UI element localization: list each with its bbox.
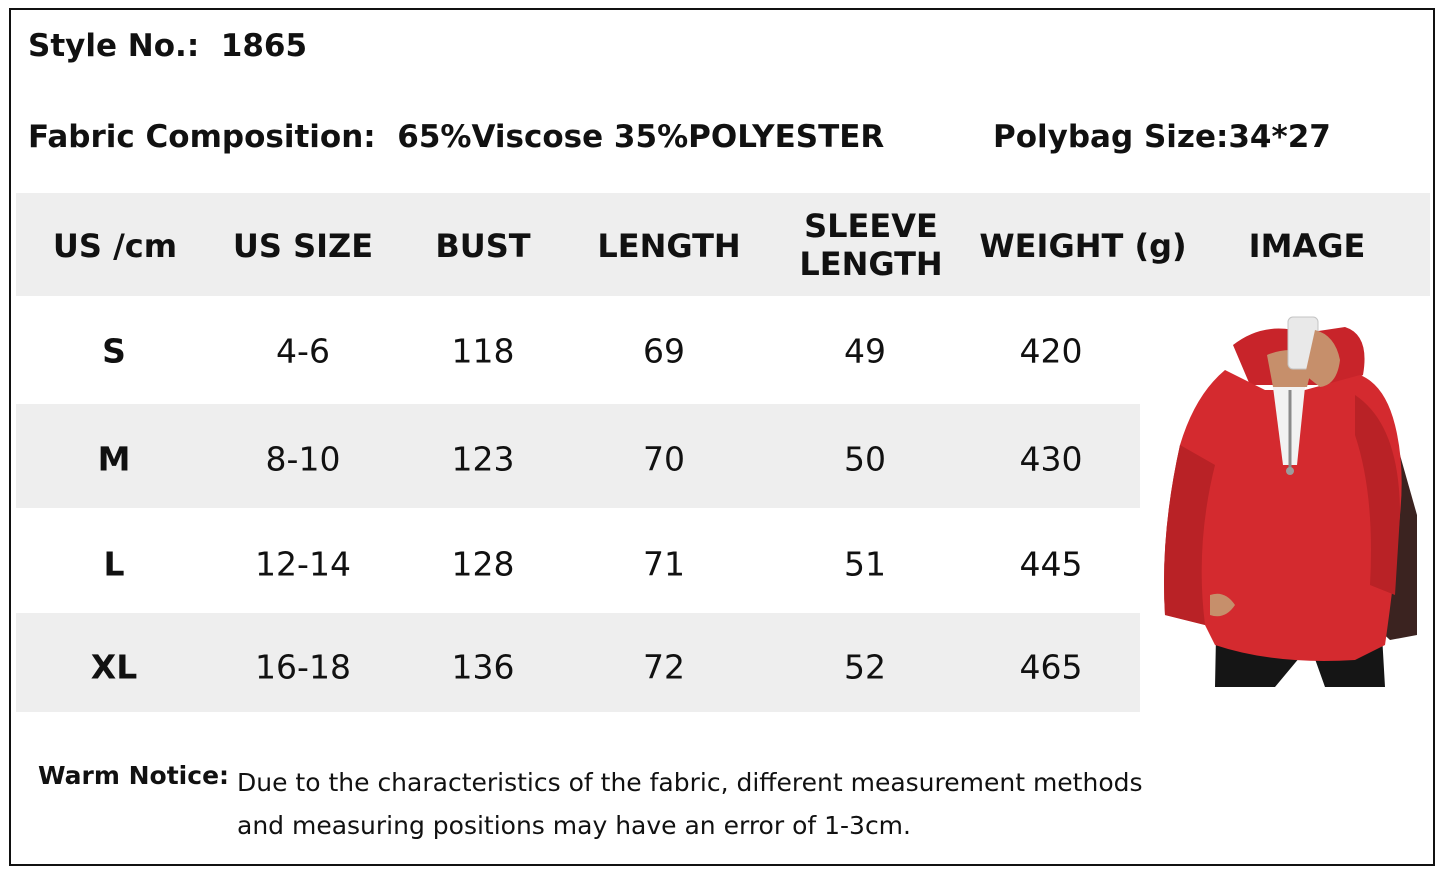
col-header-us-size: US SIZE	[232, 227, 374, 265]
col-header-length: LENGTH	[597, 227, 741, 265]
cell-bust: 136	[451, 647, 515, 687]
cell-size-label: XL	[90, 647, 138, 687]
cell-us-size: 16-18	[255, 647, 351, 687]
cell-length: 69	[643, 331, 685, 371]
cell-bust: 123	[451, 439, 515, 479]
cell-us-size: 4-6	[276, 331, 330, 371]
cell-sleeve-length: 51	[844, 544, 886, 584]
fabric-composition: Fabric Composition: 65%Viscose 35%POLYESTER	[28, 119, 885, 155]
col-header-sleeve-line1: SLEEVE	[804, 207, 938, 245]
style-number: Style No.: 1865	[28, 28, 308, 64]
cell-size-label: L	[103, 544, 125, 584]
col-header-weight: WEIGHT (g)	[979, 227, 1187, 265]
cell-length: 70	[643, 439, 685, 479]
cell-us-size: 8-10	[265, 439, 341, 479]
cell-us-size: 12-14	[255, 544, 351, 584]
cell-weight: 430	[1019, 439, 1083, 479]
cell-weight: 465	[1019, 647, 1083, 687]
polybag-size: Polybag Size:34*27	[993, 119, 1331, 155]
cell-sleeve-length: 50	[844, 439, 886, 479]
cell-size-label: M	[97, 439, 131, 479]
cell-length: 72	[643, 647, 685, 687]
cell-sleeve-length: 52	[844, 647, 886, 687]
cell-weight: 420	[1019, 331, 1083, 371]
cell-weight: 445	[1019, 544, 1083, 584]
cell-bust: 118	[451, 331, 515, 371]
row-band-xl	[16, 613, 1140, 712]
col-header-sleeve-length	[799, 207, 942, 283]
col-header-image: IMAGE	[1248, 227, 1366, 265]
col-header-us-cm: US /cm	[52, 227, 178, 265]
warm-notice-text: Due to the characteristics of the fabric, different measurement methods and measuring positions may have an error of 1-3cm.	[237, 768, 1143, 840]
cell-size-label: S	[102, 331, 126, 371]
cell-sleeve-length: 49	[844, 331, 886, 371]
row-band-m	[16, 404, 1140, 508]
col-header-sleeve-line2: LENGTH	[799, 245, 943, 283]
product-hoodie-image	[1155, 315, 1420, 690]
col-header-bust: BUST	[435, 227, 531, 265]
warm-notice-label: Warm Notice:	[38, 761, 230, 790]
cell-bust: 128	[451, 544, 515, 584]
cell-length: 71	[643, 544, 685, 584]
